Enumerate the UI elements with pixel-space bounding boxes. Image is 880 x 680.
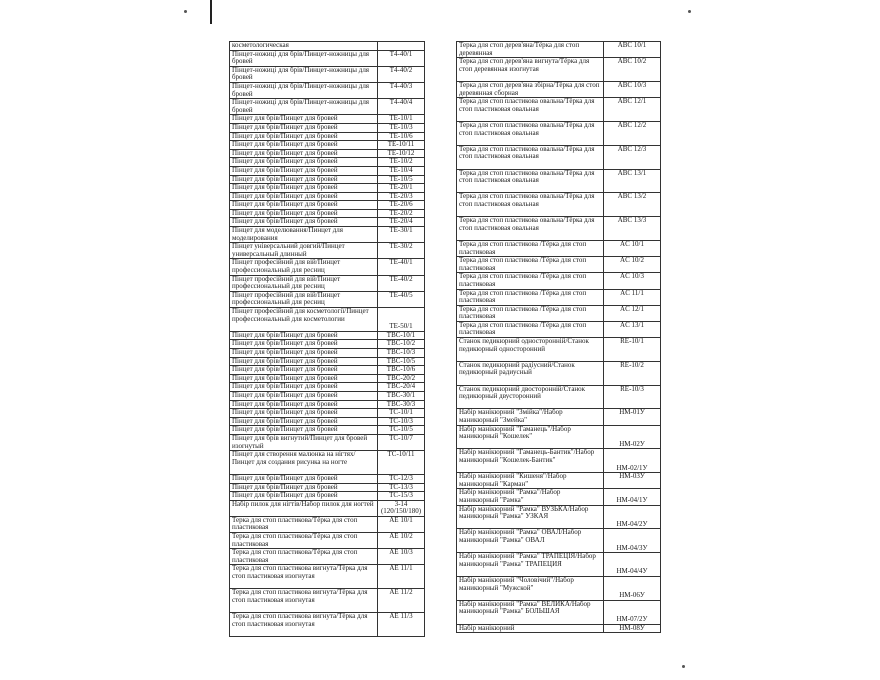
product-code-cell: TC-10/7 xyxy=(378,434,425,450)
product-name-cell: Пінцет для брів/Пинцет для бровей xyxy=(230,409,378,418)
product-name-cell: Терка для стоп пластикова /Тёрка для стоп пластиковая xyxy=(457,289,604,305)
product-name-cell: Пінцет для брів/Пинцет для бровей xyxy=(230,426,378,435)
product-code-cell: AE 10/3 xyxy=(378,549,425,565)
table-row xyxy=(230,533,425,549)
product-name-cell: Станок педикюрний двосторонній/Станок педикюрный двусторонний xyxy=(457,385,604,409)
product-code-cell: TE-10/6 xyxy=(378,132,425,141)
table-row xyxy=(457,289,661,305)
product-code-cell: AC 10/3 xyxy=(604,273,661,289)
product-name-cell: Набір манікюрний "Чоловічий"/Набор маникюрный "Мужской" xyxy=(457,577,604,601)
table-row xyxy=(230,383,425,392)
product-code-cell: TBC-10/5 xyxy=(378,357,425,366)
product-code-cell: TE-10/4 xyxy=(378,166,425,175)
table-row xyxy=(230,115,425,124)
product-table-left-body xyxy=(230,42,425,637)
product-name-cell: Пінцет для брів/Пинцет для бровей xyxy=(230,400,378,409)
product-name-cell: Набір манікюрний "Гаманець-Бантик"/Набор маникюрный "Кошелек-Бантик" xyxy=(457,449,604,473)
product-code-cell: НМ-04/1У xyxy=(604,489,661,505)
product-name-cell: Пінцет для створення малюнка на нігтях/Пинцет для создания рисунка на ногте xyxy=(230,451,378,475)
product-name-cell: Пінцет професійний для вій/Пинцет профессиональный для ресниц xyxy=(230,291,378,307)
product-code-cell: ABC 13/1 xyxy=(604,169,661,193)
product-code-cell: AE 10/2 xyxy=(378,533,425,549)
table-row xyxy=(230,340,425,349)
product-name-cell: косметологическая xyxy=(230,42,378,51)
product-code-cell: AE 11/1 xyxy=(378,565,425,589)
product-code-cell: AE 11/2 xyxy=(378,589,425,613)
product-code-cell: ABC 13/3 xyxy=(604,217,661,241)
table-row xyxy=(230,158,425,167)
table-row xyxy=(230,42,425,51)
table-row xyxy=(457,217,661,241)
product-code-cell: TE-40/1 xyxy=(378,259,425,275)
product-code-cell: TE-40/2 xyxy=(378,275,425,291)
product-name-cell: Пінцет для брів/Пинцет для бровей xyxy=(230,123,378,132)
product-code-cell: AC 10/1 xyxy=(604,240,661,256)
product-code-cell: 3-14 (120/150/180) xyxy=(378,500,425,516)
product-code-cell: T4-40/1 xyxy=(378,50,425,66)
product-code-cell: НМ-01У xyxy=(604,409,661,425)
product-code-cell: TBC-20/4 xyxy=(378,383,425,392)
product-name-cell: Пінцет для брів/Пинцет для бровей xyxy=(230,331,378,340)
product-code-cell: TBC-10/2 xyxy=(378,340,425,349)
product-name-cell: Пінцет для брів/Пинцет для бровей xyxy=(230,348,378,357)
product-name-cell: Пінцет для брів/Пинцет для бровей xyxy=(230,141,378,150)
product-code-cell: TBC-30/1 xyxy=(378,391,425,400)
product-table-right xyxy=(456,41,661,633)
table-row xyxy=(230,275,425,291)
table-row xyxy=(230,166,425,175)
table-row xyxy=(230,366,425,375)
table-row xyxy=(457,305,661,321)
product-code-cell: НМ-02/1У xyxy=(604,449,661,473)
product-name-cell: Пінцет професійний для косметології/Пинцет профессиональный для косметологии xyxy=(230,308,378,332)
table-row xyxy=(230,141,425,150)
table-row xyxy=(230,175,425,184)
product-code-cell: TE-10/12 xyxy=(378,149,425,158)
product-code-cell: НМ-07/2У xyxy=(604,600,661,624)
table-row xyxy=(230,516,425,532)
table-row xyxy=(457,425,661,449)
product-name-cell: Терка для стоп пластикова /Тёрка для стоп пластиковая xyxy=(457,305,604,321)
scan-edge-mark xyxy=(210,0,212,24)
table-row xyxy=(230,66,425,82)
table-row xyxy=(457,321,661,337)
product-name-cell: Пінцет для брів/Пинцет для бровей xyxy=(230,474,378,483)
product-table-left xyxy=(229,41,425,637)
product-name-cell: Терка для стоп пластикова вигнута/Тёрка для стоп пластиковая изогнутая xyxy=(230,565,378,589)
product-name-cell: Набір манікюрний "Рамка" ОВАЛ/Набор маникюрный "Рамка" ОВАЛ xyxy=(457,529,604,553)
product-code-cell: RE-10/1 xyxy=(604,338,661,362)
product-name-cell: Набір манікюрний "Кишеня"/Набор маникюрный "Карман" xyxy=(457,473,604,489)
product-name-cell: Терка для стоп пластикова /Тёрка для стоп пластиковая xyxy=(457,240,604,256)
product-code-cell: RE-10/3 xyxy=(604,385,661,409)
product-name-cell: Набір манікюрний "Рамка" ТРАПЕЦІЯ/Набор маникюрный "Рамка" ТРАПЕЦИЯ xyxy=(457,553,604,577)
scan-dot-mark xyxy=(688,10,691,13)
table-row xyxy=(230,613,425,637)
table-row xyxy=(230,192,425,201)
table-row xyxy=(230,331,425,340)
table-row xyxy=(230,400,425,409)
product-table-right-body xyxy=(457,42,661,633)
product-name-cell: Пінцет для брів/Пинцет для бровей xyxy=(230,374,378,383)
table-row xyxy=(230,426,425,435)
product-name-cell: Пінцет для брів/Пинцет для бровей xyxy=(230,366,378,375)
product-code-cell: TE-10/3 xyxy=(378,123,425,132)
table-row xyxy=(230,451,425,475)
product-code-cell xyxy=(378,42,425,51)
product-name-cell: Станок педикюрний радіусний/Станок педикюрный радиусный xyxy=(457,361,604,385)
table-row xyxy=(230,549,425,565)
product-code-cell: TE-10/11 xyxy=(378,141,425,150)
table-row xyxy=(230,417,425,426)
table-row xyxy=(457,257,661,273)
product-code-cell: AC 11/1 xyxy=(604,289,661,305)
product-name-cell: Набір манікюрний "Рамка" ВЕЛИКА/Набор маникюрный "Рамка" БОЛЬШАЯ xyxy=(457,600,604,624)
table-row xyxy=(457,193,661,217)
product-code-cell: TE-20/1 xyxy=(378,184,425,193)
product-name-cell: Терка для стоп пластикова/Тёрка для стоп пластиковая xyxy=(230,516,378,532)
product-name-cell: Пінцет для брів вигнутий/Пинцет для бровей изогнутый xyxy=(230,434,378,450)
product-code-cell: ABC 10/1 xyxy=(604,42,661,58)
product-code-cell: T4-40/3 xyxy=(378,82,425,98)
product-code-cell: ABC 12/3 xyxy=(604,145,661,169)
product-name-cell: Пінцет для брів/Пинцет для бровей xyxy=(230,201,378,210)
product-code-cell: AE 11/3 xyxy=(378,613,425,637)
product-name-cell: Пінцет для брів/Пинцет для бровей xyxy=(230,158,378,167)
table-row xyxy=(230,589,425,613)
table-row xyxy=(457,338,661,362)
product-code-cell: AC 10/2 xyxy=(604,257,661,273)
table-row xyxy=(457,58,661,82)
product-code-cell: T4-40/4 xyxy=(378,99,425,115)
product-name-cell: Пінцет для брів/Пинцет для бровей xyxy=(230,209,378,218)
product-name-cell: Терка для стоп пластикова овальна/Тёрка для стоп пластиковая овальная xyxy=(457,193,604,217)
table-row xyxy=(457,145,661,169)
product-code-cell: TC-13/3 xyxy=(378,483,425,492)
table-row xyxy=(457,624,661,633)
product-name-cell: Терка для стоп пластикова вигнута/Тёрка для стоп пластиковая изогнутая xyxy=(230,613,378,637)
table-row xyxy=(230,474,425,483)
product-code-cell: TBC-10/1 xyxy=(378,331,425,340)
product-code-cell: TC-15/3 xyxy=(378,492,425,501)
product-name-cell: Пінцет для брів/Пинцет для бровей xyxy=(230,483,378,492)
product-code-cell: AC 13/1 xyxy=(604,321,661,337)
table-row xyxy=(457,577,661,601)
table-row xyxy=(230,374,425,383)
product-name-cell: Пінцет для брів/Пинцет для бровей xyxy=(230,357,378,366)
table-row xyxy=(457,240,661,256)
product-code-cell: TE-20/3 xyxy=(378,192,425,201)
table-row xyxy=(457,81,661,97)
table-row xyxy=(230,50,425,66)
product-code-cell: НМ-04/3У xyxy=(604,529,661,553)
product-code-cell: TBC-30/3 xyxy=(378,400,425,409)
table-row xyxy=(230,565,425,589)
product-code-cell: AE 10/1 xyxy=(378,516,425,532)
product-name-cell: Пінцет для брів/Пинцет для бровей xyxy=(230,115,378,124)
table-row xyxy=(230,82,425,98)
product-code-cell: ABC 12/1 xyxy=(604,98,661,122)
product-code-cell: TE-50/1 xyxy=(378,308,425,332)
product-name-cell: Терка для стоп пластикова овальна/Тёрка для стоп пластиковая овальная xyxy=(457,169,604,193)
table-row xyxy=(457,42,661,58)
table-row xyxy=(230,227,425,243)
table-row xyxy=(457,449,661,473)
product-name-cell: Терка для стоп пластикова /Тёрка для стоп пластиковая xyxy=(457,257,604,273)
table-row xyxy=(230,184,425,193)
table-row xyxy=(230,409,425,418)
product-name-cell: Пінцет-ножиці для брів/Пинцет-ножницы для бровей xyxy=(230,82,378,98)
product-name-cell: Набір манікюрний xyxy=(457,624,604,633)
product-code-cell: TE-40/5 xyxy=(378,291,425,307)
product-code-cell: ABC 12/2 xyxy=(604,121,661,145)
product-name-cell: Пінцет для брів/Пинцет для бровей xyxy=(230,184,378,193)
product-name-cell: Терка для стоп пластикова/Тёрка для стоп пластиковая xyxy=(230,549,378,565)
product-name-cell: Терка для стоп пластикова овальна/Тёрка для стоп пластиковая овальная xyxy=(457,98,604,122)
table-row xyxy=(457,98,661,122)
product-name-cell: Пінцет професійний для вій/Пинцет профессиональный для ресниц xyxy=(230,259,378,275)
product-name-cell: Станок педикюрний односторонній/Станок педикюрный односторонний xyxy=(457,338,604,362)
table-row xyxy=(457,600,661,624)
product-code-cell: ABC 13/2 xyxy=(604,193,661,217)
product-name-cell: Пінцет для брів/Пинцет для бровей xyxy=(230,383,378,392)
product-code-cell: TE-10/5 xyxy=(378,175,425,184)
table-row xyxy=(457,385,661,409)
product-code-cell: НМ-04/2У xyxy=(604,505,661,529)
product-name-cell: Набір манікюрний "Рамка" ВУЗЬКА/Набор маникюрный "Рамка" УЗКАЯ xyxy=(457,505,604,529)
table-row xyxy=(230,132,425,141)
table-row xyxy=(457,273,661,289)
table-row xyxy=(230,209,425,218)
product-code-cell: TBC-10/6 xyxy=(378,366,425,375)
table-row xyxy=(230,308,425,332)
product-name-cell: Пінцет для брів/Пинцет для бровей xyxy=(230,391,378,400)
product-code-cell: НМ-08У xyxy=(604,624,661,633)
scan-dot-mark xyxy=(682,665,685,668)
scan-dot-mark xyxy=(184,10,187,13)
product-code-cell: TC-10/5 xyxy=(378,426,425,435)
product-code-cell: TBC-20/2 xyxy=(378,374,425,383)
table-row xyxy=(457,121,661,145)
table-row xyxy=(457,553,661,577)
table-row xyxy=(230,99,425,115)
product-code-cell: TE-20/4 xyxy=(378,218,425,227)
product-code-cell: ABC 10/2 xyxy=(604,58,661,82)
table-row xyxy=(457,361,661,385)
product-code-cell: НМ-02У xyxy=(604,425,661,449)
product-code-cell: TC-10/1 xyxy=(378,409,425,418)
product-name-cell: Пінцет універсальний довгий/Пинцет универсальный длинный xyxy=(230,243,378,259)
table-row xyxy=(230,243,425,259)
product-name-cell: Набір манікюрний "Змійка"/Набор маникюрный "Змейка" xyxy=(457,409,604,425)
product-code-cell: ABC 10/3 xyxy=(604,81,661,97)
product-code-cell: TE-20/6 xyxy=(378,201,425,210)
product-name-cell: Пінцет-ножиці для брів/Пинцет-ножницы для бровей xyxy=(230,99,378,115)
product-name-cell: Пінцет для брів/Пинцет для бровей xyxy=(230,492,378,501)
product-name-cell: Пінцет-ножиці для брів/Пинцет-ножницы для бровей xyxy=(230,66,378,82)
table-row xyxy=(230,149,425,158)
product-name-cell: Пінцет для моделювання/Пинцет для моделирования xyxy=(230,227,378,243)
product-code-cell: T4-40/2 xyxy=(378,66,425,82)
product-name-cell: Пінцет для брів/Пинцет для бровей xyxy=(230,192,378,201)
product-name-cell: Пінцет для брів/Пинцет для бровей xyxy=(230,218,378,227)
table-row xyxy=(230,348,425,357)
table-row xyxy=(457,505,661,529)
product-name-cell: Терка для стоп пластикова овальна/Тёрка для стоп пластиковая овальная xyxy=(457,145,604,169)
product-name-cell: Пінцет для брів/Пинцет для бровей xyxy=(230,132,378,141)
table-row xyxy=(230,201,425,210)
product-name-cell: Терка для стоп пластикова /Тёрка для стоп пластиковая xyxy=(457,321,604,337)
product-name-cell: Пінцет для брів/Пинцет для бровей xyxy=(230,166,378,175)
product-name-cell: Терка для стоп пластикова овальна/Тёрка для стоп пластиковая овальная xyxy=(457,121,604,145)
table-row xyxy=(230,492,425,501)
product-code-cell: RE-10/2 xyxy=(604,361,661,385)
product-name-cell: Набір пилок для нігтів/Набор пилок для ногтей xyxy=(230,500,378,516)
product-code-cell: TC-10/3 xyxy=(378,417,425,426)
table-row xyxy=(230,357,425,366)
product-name-cell: Терка для стоп пластикова /Тёрка для стоп пластиковая xyxy=(457,273,604,289)
product-code-cell: TE-20/2 xyxy=(378,209,425,218)
table-row xyxy=(230,259,425,275)
table-row xyxy=(457,409,661,425)
table-row xyxy=(230,291,425,307)
table-row xyxy=(230,434,425,450)
product-code-cell: TE-30/2 xyxy=(378,243,425,259)
product-name-cell: Пінцет професійний для вій/Пинцет профессиональный для ресниц xyxy=(230,275,378,291)
table-row xyxy=(230,391,425,400)
product-name-cell: Пінцет-ножиці для брів/Пинцет-ножницы для бровей xyxy=(230,50,378,66)
product-name-cell: Терка для стоп пластикова вигнута/Тёрка для стоп пластиковая изогнутая xyxy=(230,589,378,613)
product-code-cell: TC-12/3 xyxy=(378,474,425,483)
product-code-cell: TBC-10/3 xyxy=(378,348,425,357)
product-name-cell: Набір манікюрний "Гаманець"/Набор маникюрный "Кошелек" xyxy=(457,425,604,449)
product-code-cell: НМ-03У xyxy=(604,473,661,489)
table-row xyxy=(457,529,661,553)
product-name-cell: Пінцет для брів/Пинцет для бровей xyxy=(230,175,378,184)
product-code-cell: НМ-06У xyxy=(604,577,661,601)
product-name-cell: Пінцет для брів/Пинцет для бровей xyxy=(230,149,378,158)
product-name-cell: Терка для стоп пластикова/Тёрка для стоп пластиковая xyxy=(230,533,378,549)
product-code-cell: TE-30/1 xyxy=(378,227,425,243)
product-name-cell: Пінцет для брів/Пинцет для бровей xyxy=(230,417,378,426)
product-name-cell: Терка для стоп пластикова овальна/Тёрка для стоп пластиковая овальная xyxy=(457,217,604,241)
table-row xyxy=(230,123,425,132)
product-name-cell: Терка для стоп дерев'яна збірна/Тёрка для стоп деревянная сборная xyxy=(457,81,604,97)
table-row xyxy=(230,483,425,492)
product-code-cell: AC 12/1 xyxy=(604,305,661,321)
table-row xyxy=(457,489,661,505)
product-name-cell: Пінцет для брів/Пинцет для бровей xyxy=(230,340,378,349)
table-row xyxy=(457,169,661,193)
table-row xyxy=(230,218,425,227)
product-name-cell: Терка для стоп дерев'яна/Тёрка для стоп деревянная xyxy=(457,42,604,58)
product-code-cell: TE-10/1 xyxy=(378,115,425,124)
table-row xyxy=(230,500,425,516)
product-code-cell: TE-10/2 xyxy=(378,158,425,167)
product-code-cell: TC-10/11 xyxy=(378,451,425,475)
product-name-cell: Набір манікюрний "Рамка"/Набор маникюрный "Рамка" xyxy=(457,489,604,505)
table-row xyxy=(457,473,661,489)
product-code-cell: НМ-04/4У xyxy=(604,553,661,577)
product-name-cell: Терка для стоп дерев'яна вигнута/Тёрка для стоп деревянная изогнутая xyxy=(457,58,604,82)
